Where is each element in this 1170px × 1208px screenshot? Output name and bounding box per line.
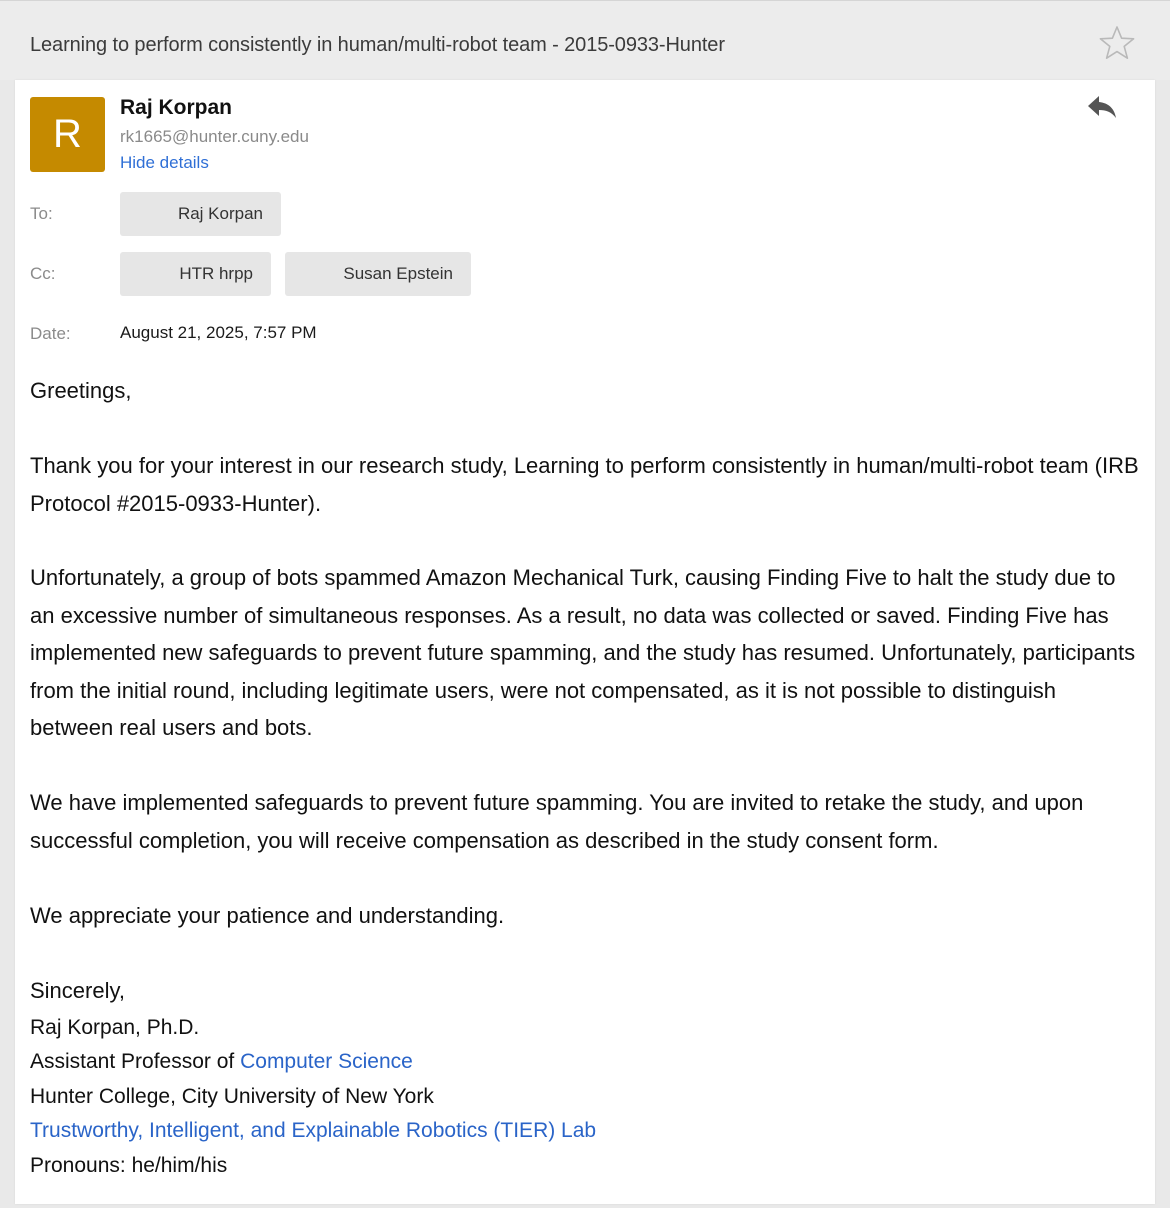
sender-email: rk1665@hunter.cuny.edu xyxy=(120,127,309,146)
body-greeting: Greetings, xyxy=(30,378,132,403)
hide-details-link[interactable]: Hide details xyxy=(120,153,209,172)
avatar: R xyxy=(30,97,105,172)
body-paragraph: Thank you for your interest in our research study, Learning to perform consistently in human/multi-robot team (IRB Protocol #2015-0933-Hunter). xyxy=(30,453,1139,516)
lab-link[interactable]: Trustworthy, Intelligent, and Explainable Robotics (TIER) Lab xyxy=(30,1119,597,1142)
cc-recipient-chip[interactable]: Susan Epstein xyxy=(285,252,471,296)
subject-bar xyxy=(0,0,1170,80)
department-link[interactable]: Computer Science xyxy=(240,1050,413,1073)
cc-label: Cc: xyxy=(30,264,56,283)
signature-title xyxy=(30,1050,413,1074)
to-recipient-chip[interactable]: Raj Korpan xyxy=(120,192,281,236)
signature-name: Raj Korpan, Ph.D. xyxy=(30,1016,200,1039)
reply-icon[interactable] xyxy=(1085,92,1119,122)
body-paragraph: Unfortunately, a group of bots spammed Amazon Mechanical Turk, causing Finding Five to halt the study due to an excessive number of simultaneous responses. As a result, no data was collected or saved. Finding Five has implemented new safeguards to prevent future spamming, and the study has resumed. Unfortunately, participants from the initial round, including legitimate users, were not compensated, as it is not possible to distinguish between real users and bots. xyxy=(30,565,1136,740)
date-label: Date: xyxy=(30,324,71,343)
signature-title-prefix: Assistant Professor of xyxy=(30,1050,241,1073)
email-subject: Learning to perform consistently in human/multi-robot team - 2015-0933-Hunter xyxy=(30,34,725,56)
signature-closing: Sincerely, xyxy=(30,978,125,1003)
email-card xyxy=(15,80,1155,1204)
cc-recipient-chip[interactable]: HTR hrpp xyxy=(120,252,271,296)
body-paragraph: We have implemented safeguards to prevent future spamming. You are invited to retake the study, and upon successful completion, you will receive compensation as described in the study consent form. xyxy=(30,790,1084,853)
body-paragraph: We appreciate your patience and understanding. xyxy=(30,903,505,928)
signature-pronouns: Pronouns: he/him/his xyxy=(30,1154,228,1177)
sender-name: Raj Korpan xyxy=(120,96,233,119)
star-icon[interactable] xyxy=(1098,25,1136,61)
signature-institution: Hunter College, City University of New York xyxy=(30,1085,434,1108)
to-label: To: xyxy=(30,204,53,223)
date-value: August 21, 2025, 7:57 PM xyxy=(120,323,317,342)
